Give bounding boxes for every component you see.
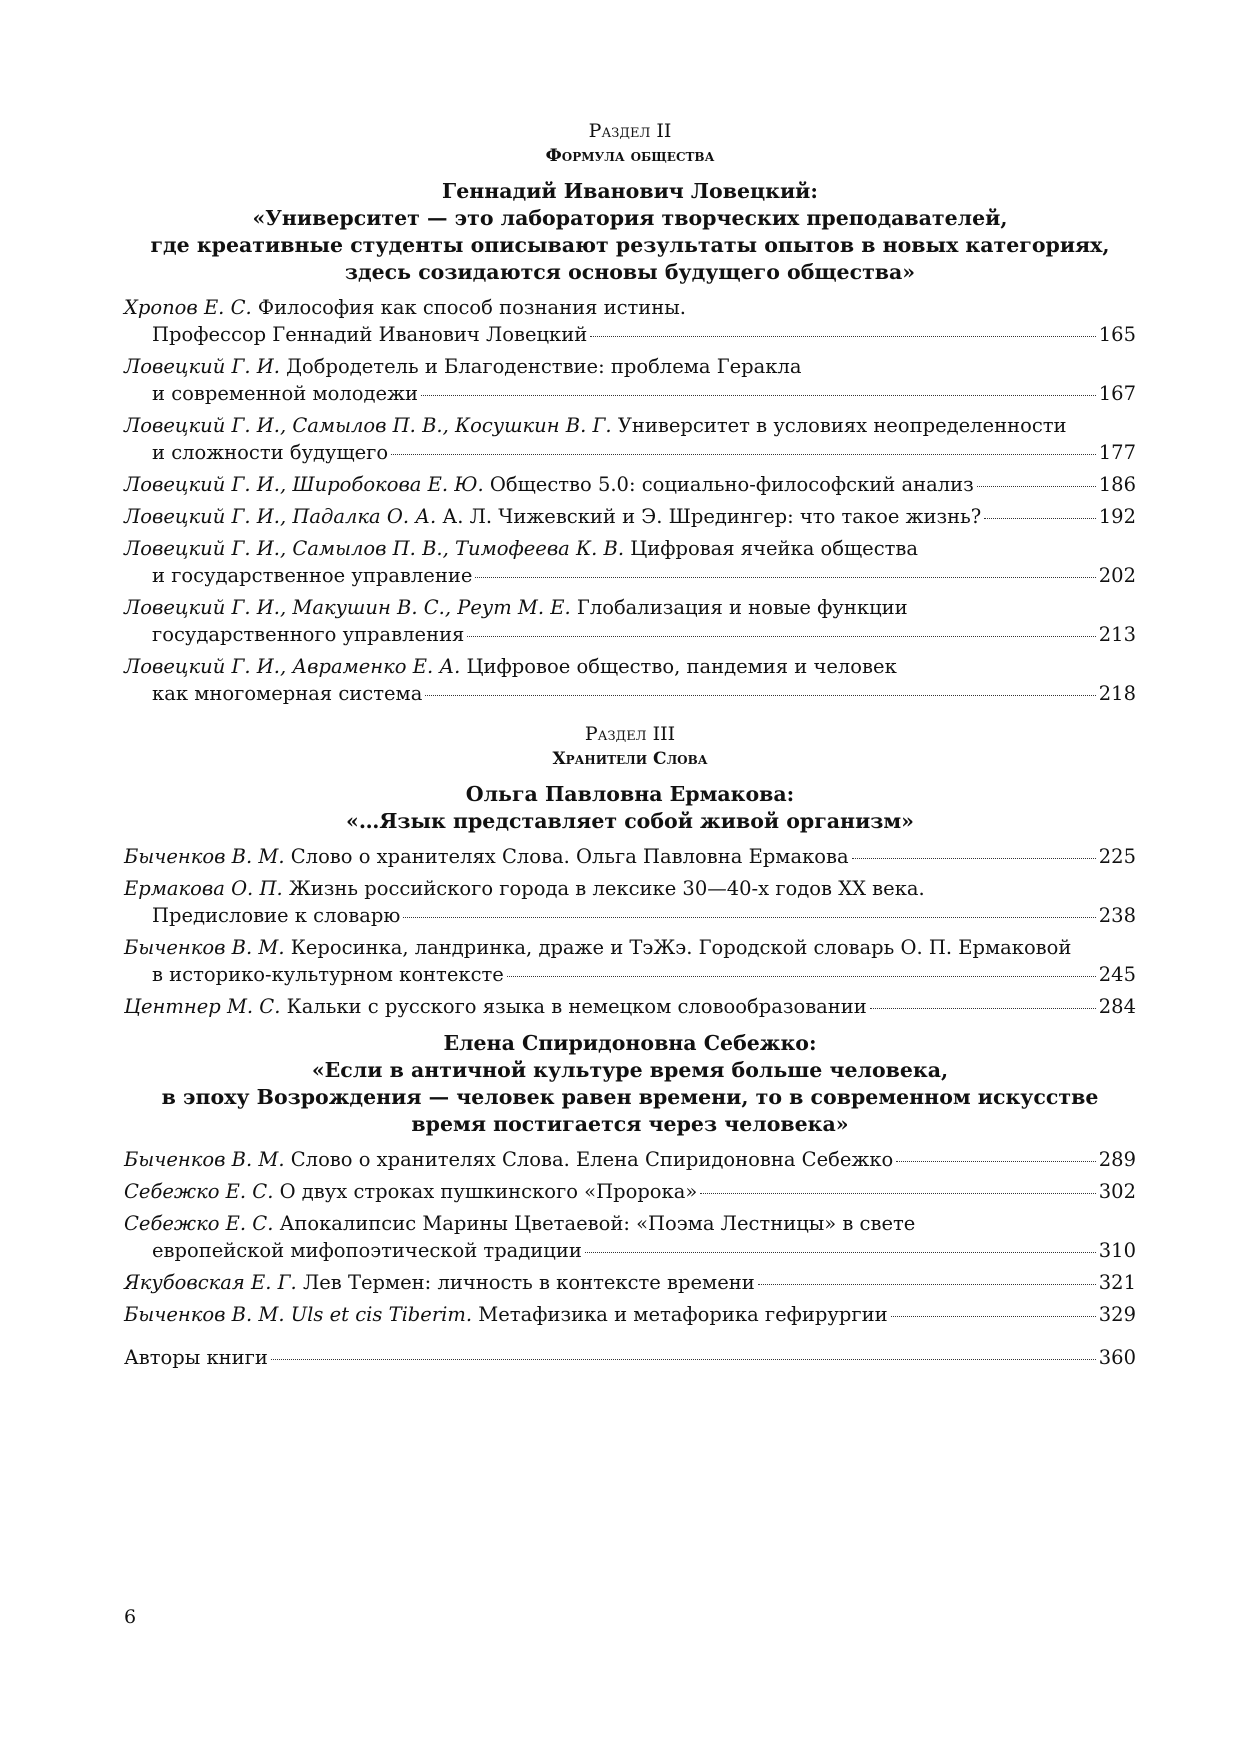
entry-author: Ловецкий Г. И., Самылов П. В., Тимофеева К. В. — [124, 537, 625, 560]
toc-entry[interactable] — [124, 993, 1136, 1020]
entry-page: 167 — [1098, 382, 1136, 405]
motto-line: Елена Спиридоновна Себежко: — [443, 1031, 817, 1055]
toc-entry[interactable] — [124, 875, 1136, 929]
toc-entry[interactable] — [124, 535, 1136, 589]
entry-page: 329 — [1098, 1303, 1136, 1326]
section-motto — [124, 781, 1136, 835]
entry-title-cont: и сложности будущего — [152, 441, 389, 464]
entry-author: Ермакова О. П. — [124, 877, 283, 900]
entry-author: Ловецкий Г. И., Падалка О. А. — [124, 505, 437, 528]
dot-leader — [585, 1252, 1096, 1253]
table-of-contents — [124, 118, 1136, 1376]
entry-page: 310 — [1098, 1239, 1136, 1262]
entry-title: Жизнь российского города в лексике 30—40-х годов XX века. — [282, 877, 925, 900]
dot-leader — [403, 917, 1095, 918]
toc-entry[interactable] — [124, 934, 1136, 988]
entry-title: Слово о хранителях Слова. Ольга Павловна Ермакова — [284, 845, 849, 868]
entry-title: А. Л. Чижевский и Э. Шредингер: что такое жизнь? — [436, 505, 982, 528]
toc-entry[interactable] — [124, 653, 1136, 707]
entry-page: 360 — [1098, 1346, 1136, 1369]
toc-entry-authors[interactable] — [124, 1344, 1136, 1371]
entry-author: Якубовская Е. Г. — [124, 1271, 297, 1294]
entry-page: 238 — [1098, 904, 1136, 927]
entry-title: Кальки с русского языка в немецком словообразовании — [280, 995, 867, 1018]
dot-leader — [475, 577, 1095, 578]
entry-page: 192 — [1098, 505, 1136, 528]
dot-leader — [984, 518, 1096, 519]
page-number: 6 — [124, 1606, 137, 1628]
entry-title: Лев Термен: личность в контексте времени — [296, 1271, 755, 1294]
entry-page: 245 — [1098, 963, 1136, 986]
entry-author: Ловецкий Г. И., Самылов П. В., Косушкин В. Г. — [124, 414, 612, 437]
entry-title: Университет в условиях неопределенности — [611, 414, 1067, 437]
section-motto — [124, 1030, 1136, 1138]
entry-title: Апокалипсис Марины Цветаевой: «Поэма Лестницы» в свете — [273, 1212, 916, 1235]
entry-page: 225 — [1098, 845, 1136, 868]
toc-entry[interactable] — [124, 1146, 1136, 1173]
entry-author: Быченков В. М. — [124, 1148, 285, 1171]
dot-leader — [391, 454, 1096, 455]
entry-title-cont: европейской мифопоэтической традиции — [152, 1239, 582, 1262]
section-motto — [124, 178, 1136, 286]
toc-entry[interactable] — [124, 1269, 1136, 1296]
entry-page: 165 — [1098, 323, 1136, 346]
dot-leader — [896, 1161, 1095, 1162]
entry-author: Себежко Е. С. — [124, 1180, 274, 1203]
dot-leader — [425, 695, 1095, 696]
toc-entry[interactable] — [124, 503, 1136, 530]
entry-page: 289 — [1098, 1148, 1136, 1171]
toc-entry[interactable] — [124, 412, 1136, 466]
motto-line: Геннадий Иванович Ловецкий: — [442, 179, 818, 203]
dot-leader — [271, 1359, 1096, 1360]
toc-entry[interactable] — [124, 594, 1136, 648]
dot-leader — [700, 1193, 1095, 1194]
section-label: Раздел II — [588, 120, 672, 142]
entry-title: Метафизика и метафорика гефирургии — [472, 1303, 888, 1326]
entry-page: 186 — [1098, 473, 1136, 496]
toc-entry[interactable] — [124, 1178, 1136, 1205]
entry-title: Общество 5.0: социально-философский анализ — [483, 473, 974, 496]
entry-title-cont: и государственное управление — [152, 564, 473, 587]
entry-title-cont: Профессор Геннадий Иванович Ловецкий — [152, 323, 588, 346]
section-title: Формула общества — [545, 146, 715, 166]
motto-line: «Университет — это лаборатория творческих преподавателей, — [252, 206, 1008, 230]
motto-line: «Если в античной культуре время больше человека, — [311, 1058, 949, 1082]
entry-title: Цифровая ячейка общества — [624, 537, 919, 560]
toc-entry[interactable] — [124, 353, 1136, 407]
entry-author: Хропов Е. С. — [124, 296, 252, 319]
entry-title-cont: в историко-культурном контексте — [152, 963, 504, 986]
toc-entry[interactable] — [124, 471, 1136, 498]
entry-author: Ловецкий Г. И. — [124, 355, 280, 378]
dot-leader — [891, 1316, 1096, 1317]
entry-author: Себежко Е. С. — [124, 1212, 274, 1235]
entry-page: 213 — [1098, 623, 1136, 646]
motto-line: где креативные студенты описывают результаты опытов в новых категориях, — [150, 233, 1110, 257]
entry-title-cont: как многомерная система — [152, 682, 423, 705]
toc-entry[interactable] — [124, 1210, 1136, 1264]
motto-line: здесь созидаются основы будущего общества» — [344, 260, 916, 284]
entry-title: Цифровое общество, пандемия и человек — [460, 655, 897, 678]
entry-title: О двух строках пушкинского «Пророка» — [273, 1180, 698, 1203]
entry-page: 284 — [1098, 995, 1136, 1018]
dot-leader — [467, 636, 1095, 637]
entry-page: 321 — [1098, 1271, 1136, 1294]
entry-title: Философия как способ познания истины. — [251, 296, 686, 319]
entry-author: Ловецкий Г. И., Широбокова Е. Ю. — [124, 473, 484, 496]
motto-line: «…Язык представляет собой живой организм» — [346, 809, 914, 833]
entry-author: Быченков В. М. Uls et cis Tiberim. — [124, 1303, 473, 1326]
section-label: Раздел III — [584, 723, 676, 745]
dot-leader — [507, 976, 1096, 977]
dot-leader — [421, 395, 1096, 396]
toc-entry[interactable] — [124, 294, 1136, 348]
entry-title-cont: и современной молодежи — [152, 382, 419, 405]
motto-line: в эпоху Возрождения — человек равен времени, то в современном искусстве — [161, 1085, 1099, 1109]
entry-title: Глобализация и новые функции — [570, 596, 908, 619]
entry-author: Быченков В. М. — [124, 845, 285, 868]
toc-entry[interactable] — [124, 843, 1136, 870]
entry-page: 177 — [1098, 441, 1136, 464]
entry-title: Слово о хранителях Слова. Елена Спиридоновна Себежко — [284, 1148, 894, 1171]
entry-author: Ловецкий Г. И., Авраменко Е. А. — [124, 655, 461, 678]
entry-title-cont: государственного управления — [152, 623, 465, 646]
entry-title: Авторы книги — [124, 1346, 268, 1369]
entry-page: 202 — [1098, 564, 1136, 587]
entry-author: Центнер М. С. — [124, 995, 281, 1018]
dot-leader — [758, 1284, 1096, 1285]
entry-author: Ловецкий Г. И., Макушин В. С., Реут М. Е. — [124, 596, 571, 619]
entry-page: 302 — [1098, 1180, 1136, 1203]
motto-line: Ольга Павловна Ермакова: — [465, 782, 795, 806]
entry-author: Быченков В. М. — [124, 936, 285, 959]
section-title: Хранители Слова — [552, 749, 708, 769]
dot-leader — [590, 336, 1096, 337]
motto-line: время постигается через человека» — [411, 1112, 849, 1136]
toc-entry[interactable] — [124, 1301, 1136, 1328]
entry-page: 218 — [1098, 682, 1136, 705]
entry-title-cont: Предисловие к словарю — [152, 904, 401, 927]
dot-leader — [870, 1008, 1096, 1009]
entry-title: Керосинка, ландринка, драже и ТэЖэ. Городской словарь О. П. Ермаковой — [284, 936, 1072, 959]
dot-leader — [852, 858, 1096, 859]
entry-title: Добродетель и Благоденствие: проблема Геракла — [279, 355, 802, 378]
dot-leader — [977, 486, 1096, 487]
